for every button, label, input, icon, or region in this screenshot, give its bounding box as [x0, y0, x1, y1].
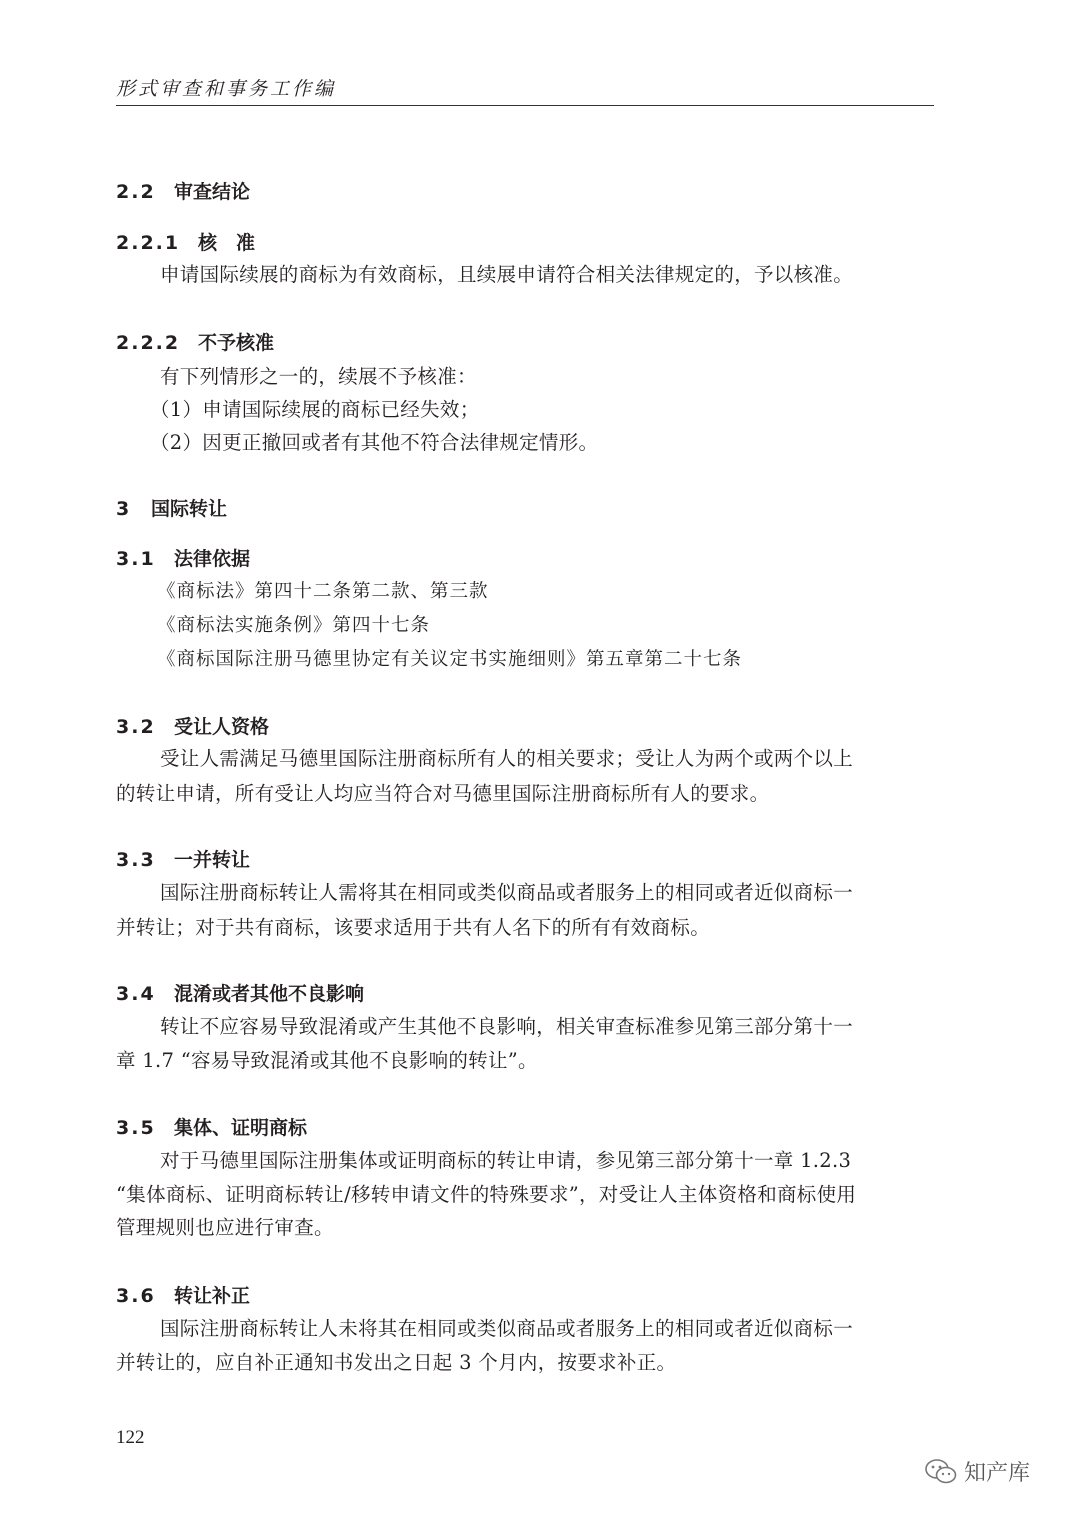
heading-title: 一并转让 — [174, 849, 251, 871]
heading-title: 国际转让 — [151, 498, 228, 520]
heading-3-2 — [116, 715, 269, 739]
law-reference: 《商标法》第四十二条第二款、第三款 — [157, 581, 489, 602]
list-item: （2）因更正撤回或者有其他不符合法律规定情形。 — [150, 431, 599, 454]
heading-3-1 — [116, 547, 250, 571]
heading-title: 审查结论 — [174, 181, 251, 203]
heading-number: 2.2 — [116, 181, 156, 203]
heading-3-4 — [116, 982, 364, 1006]
watermark-text: 知产库 — [964, 1461, 1031, 1486]
paragraph-line: 国际注册商标转让人需将其在相同或类似商品或者服务上的相同或者近似商标一 — [160, 881, 854, 904]
heading-2-2-1 — [116, 231, 255, 255]
heading-number: 2.2.2 — [116, 332, 181, 354]
watermark — [924, 1456, 1030, 1487]
heading-2-2 — [116, 180, 250, 204]
heading-number: 3.1 — [116, 548, 156, 570]
heading-3-6 — [116, 1284, 250, 1308]
paragraph-line: 转让不应容易导致混淆或产生其他不良影响，相关审查标准参见第三部分第十一 — [160, 1015, 854, 1038]
heading-title: 转让补正 — [174, 1285, 251, 1307]
heading-number: 3.2 — [116, 716, 156, 738]
heading-title: 法律依据 — [174, 548, 251, 570]
law-reference: 《商标法实施条例》第四十七条 — [157, 615, 431, 636]
paragraph-line: 有下列情形之一的，续展不予核准： — [160, 365, 477, 388]
paragraph-line: 章 1.7 “容易导致混淆或其他不良影响的转让”。 — [116, 1049, 538, 1072]
heading-2-2-2 — [116, 331, 274, 355]
list-item: （1）申请国际续展的商标已经失效； — [150, 398, 480, 421]
paragraph-line: 申请国际续展的商标为有效商标，且续展申请符合相关法律规定的，予以核准。 — [160, 263, 854, 286]
heading-3-5 — [116, 1116, 307, 1140]
paragraph-line: 并转让；对于共有商标，该要求适用于共有人名下的所有有效商标。 — [116, 916, 711, 939]
paragraph-line: 对于马德里国际注册集体或证明商标的转让申请，参见第三部分第十一章 1.2.3 — [160, 1149, 852, 1172]
running-head: 形式审查和事务工作编 — [116, 78, 337, 100]
page-number: 122 — [116, 1427, 145, 1448]
header-rule — [116, 105, 934, 106]
paragraph-line: 受让人需满足马德里国际注册商标所有人的相关要求；受让人为两个或两个以上 — [160, 747, 854, 770]
paragraph-line: 管理规则也应进行审查。 — [116, 1216, 334, 1239]
law-reference: 《商标国际注册马德里协定有关议定书实施细则》第五章第二十七条 — [157, 649, 743, 670]
heading-3-3 — [116, 848, 250, 872]
heading-number: 3.5 — [116, 1117, 156, 1139]
heading-number: 3.4 — [116, 983, 156, 1005]
heading-number: 3.6 — [116, 1285, 156, 1307]
paragraph-line: 国际注册商标转让人未将其在相同或类似商品或者服务上的相同或者近似商标一 — [160, 1317, 854, 1340]
heading-title: 核 准 — [198, 232, 256, 254]
heading-number: 3.3 — [116, 849, 156, 871]
heading-number: 3 — [116, 498, 132, 520]
paragraph-line: 并转让的，应自补正通知书发出之日起 3 个月内，按要求补正。 — [116, 1351, 677, 1374]
heading-title: 不予核准 — [198, 332, 275, 354]
heading-title: 集体、证明商标 — [174, 1117, 308, 1139]
heading-3 — [116, 497, 227, 521]
heading-title: 受让人资格 — [174, 716, 270, 738]
heading-title: 混淆或者其他不良影响 — [174, 983, 365, 1005]
paragraph-line: “集体商标、证明商标转让/移转申请文件的特殊要求”，对受让人主体资格和商标使用 — [116, 1183, 857, 1206]
wechat-icon — [924, 1458, 958, 1486]
heading-number: 2.2.1 — [116, 232, 181, 254]
paragraph-line: 的转让申请，所有受让人均应当符合对马德里国际注册商标所有人的要求。 — [116, 782, 770, 805]
